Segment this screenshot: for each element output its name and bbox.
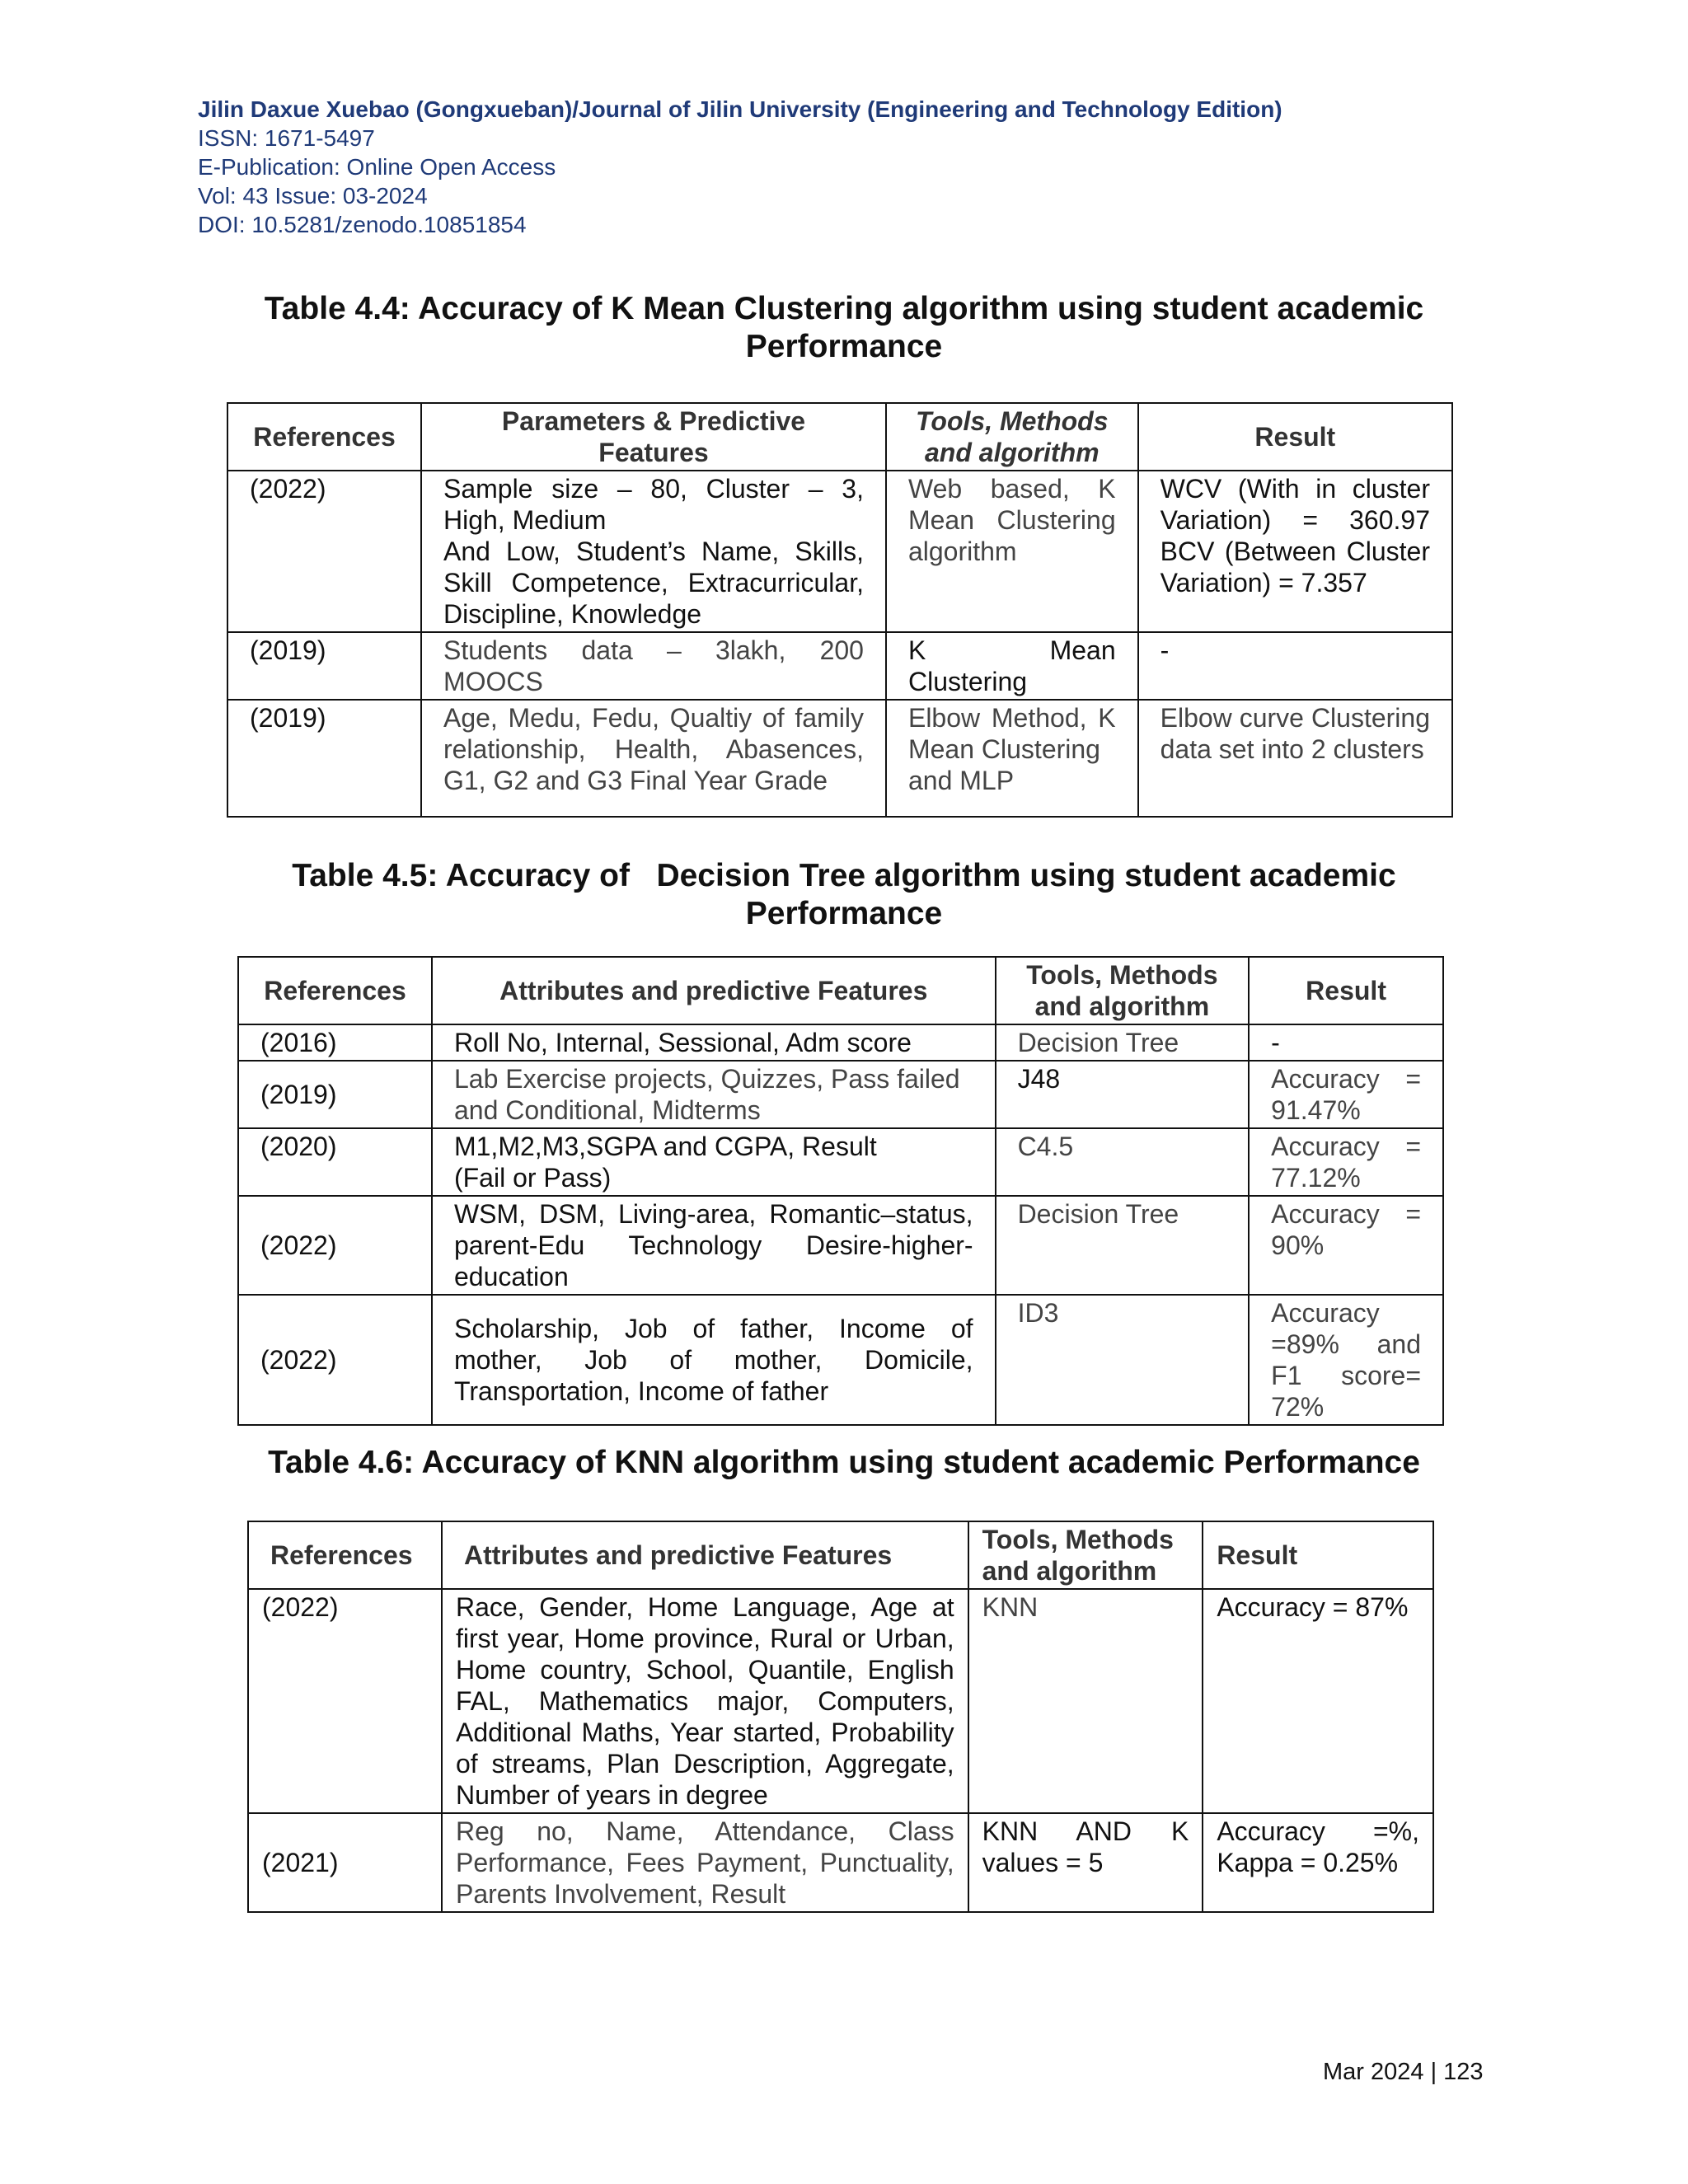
cell-features: Race, Gender, Home Language, Age at first year, Home province, Rural or Urban, Home country, School, Quantile, English FAL, Mathematics major, Computers, Additional Maths, Year started, Probability of streams, Plan Description, Aggregate, Number of years in degree — [442, 1589, 968, 1813]
table-header-row — [238, 957, 1443, 1024]
cell-result: Accuracy = 77.12% — [1249, 1128, 1443, 1196]
cell-features: Reg no, Name, Attendance, Class Performance, Fees Payment, Punctuality, Parents Involvement, Result — [442, 1813, 968, 1912]
table-row — [238, 1024, 1443, 1061]
col-header-features: Parameters & Predictive Features — [421, 403, 886, 471]
col-header-result: Result — [1203, 1521, 1433, 1589]
cell-ref: (2022) — [248, 1589, 442, 1813]
cell-result: - — [1249, 1024, 1443, 1061]
cell-tools: KNN AND K values = 5 — [968, 1813, 1203, 1912]
table-header-row — [248, 1521, 1433, 1589]
cell-result: Accuracy =89% and F1 score= 72% — [1249, 1295, 1443, 1425]
cell-features: Roll No, Internal, Sessional, Adm score — [432, 1024, 996, 1061]
cell-features: Lab Exercise projects, Quizzes, Pass failed and Conditional, Midterms — [432, 1061, 996, 1128]
cell-tools: Web based, K Mean Clustering algorithm — [886, 471, 1138, 632]
col-header-references: References — [227, 403, 421, 471]
volume-issue: Vol: 43 Issue: 03-2024 — [198, 183, 428, 209]
table-row — [238, 1295, 1443, 1425]
journal-name: Jilin Daxue Xuebao (Gongxueban)/Journal of Jilin University (Engineering and Technology Edition) — [198, 96, 1282, 122]
cell-ref: (2022) — [238, 1196, 432, 1295]
table-4-4-title — [0, 290, 1688, 366]
cell-tools: K Mean Clustering — [886, 632, 1138, 700]
cell-features: Sample size – 80, Cluster – 3, High, Medium And Low, Student’s Name, Skills, Skill Competence, Extracurricular, Discipline, Knowledge — [421, 471, 886, 632]
cell-features: M1,M2,M3,SGPA and CGPA, Result (Fail or Pass) — [432, 1128, 996, 1196]
cell-tools: KNN — [968, 1589, 1203, 1813]
table-4-4-title-line1: Table 4.4: Accuracy of K Mean Clustering algorithm using student academic — [264, 291, 1424, 326]
cell-features: Age, Medu, Fedu, Qualtiy of family relationship, Health, Abasences, G1, G2 and G3 Final Year Grade — [421, 700, 886, 817]
table-header-row — [227, 403, 1452, 471]
table-4-4-title-line2: Performance — [745, 329, 943, 364]
col-header-references: References — [238, 957, 432, 1024]
cell-tools: C4.5 — [996, 1128, 1250, 1196]
table-4-5-title-line2: Performance — [745, 896, 943, 931]
cell-result: Accuracy = 87% — [1203, 1589, 1433, 1813]
cell-result: Accuracy =%, Kappa = 0.25% — [1203, 1813, 1433, 1912]
table-4-5-title-line1: Table 4.5: Accuracy of Decision Tree algorithm using student academic — [292, 858, 1396, 893]
cell-result: WCV (With in cluster Variation) = 360.97 BCV (Between Cluster Variation) = 7.357 — [1138, 471, 1452, 632]
cell-tools: J48 — [996, 1061, 1250, 1128]
table-row — [238, 1128, 1443, 1196]
table-4-5-title — [0, 857, 1688, 933]
cell-result: Elbow curve Clustering data set into 2 clusters — [1138, 700, 1452, 817]
cell-features: WSM, DSM, Living-area, Romantic–status, parent-Edu Technology Desire-higher-education — [432, 1196, 996, 1295]
table-4-5 — [237, 956, 1444, 1426]
cell-tools: Decision Tree — [996, 1024, 1250, 1061]
journal-header — [198, 95, 1599, 239]
table-row — [227, 632, 1452, 700]
table-4-6-title — [0, 1444, 1688, 1482]
cell-result: Accuracy = 90% — [1249, 1196, 1443, 1295]
cell-ref: (2022) — [227, 471, 421, 632]
cell-ref: (2016) — [238, 1024, 432, 1061]
table-4-6-title-text: Table 4.6: Accuracy of KNN algorithm using student academic Performance — [268, 1445, 1420, 1480]
cell-ref: (2019) — [227, 700, 421, 817]
col-header-tools: Tools, Methods and algorithm — [968, 1521, 1203, 1589]
cell-result: - — [1138, 632, 1452, 700]
issn: ISSN: 1671-5497 — [198, 125, 375, 151]
cell-ref: (2019) — [238, 1061, 432, 1128]
col-header-tools: Tools, Methods and algorithm — [886, 403, 1138, 471]
cell-tools: Decision Tree — [996, 1196, 1250, 1295]
table-row — [248, 1813, 1433, 1912]
cell-features: Students data – 3lakh, 200 MOOCS — [421, 632, 886, 700]
cell-features: Scholarship, Job of father, Income of mother, Job of mother, Domicile, Transportation, Income of father — [432, 1295, 996, 1425]
epublication: E-Publication: Online Open Access — [198, 154, 556, 180]
cell-result: Accuracy = 91.47% — [1249, 1061, 1443, 1128]
col-header-references: References — [248, 1521, 442, 1589]
table-row — [227, 471, 1452, 632]
table-row — [238, 1061, 1443, 1128]
col-header-result: Result — [1249, 957, 1443, 1024]
doi: DOI: 10.5281/zenodo.10851854 — [198, 212, 527, 237]
table-4-6 — [247, 1521, 1434, 1913]
table-4-4 — [227, 402, 1453, 818]
col-header-result: Result — [1138, 403, 1452, 471]
col-header-features: Attributes and predictive Features — [442, 1521, 968, 1589]
cell-ref: (2021) — [248, 1813, 442, 1912]
cell-ref: (2022) — [238, 1295, 432, 1425]
table-row — [248, 1589, 1433, 1813]
col-header-tools: Tools, Methods and algorithm — [996, 957, 1250, 1024]
cell-tools: ID3 — [996, 1295, 1250, 1425]
cell-tools: Elbow Method, K Mean Clustering and MLP — [886, 700, 1138, 817]
cell-ref: (2020) — [238, 1128, 432, 1196]
table-row — [238, 1196, 1443, 1295]
table-row — [227, 700, 1452, 817]
cell-ref: (2019) — [227, 632, 421, 700]
page-footer: Mar 2024 | 123 — [1323, 2059, 1484, 2085]
col-header-features: Attributes and predictive Features — [432, 957, 996, 1024]
